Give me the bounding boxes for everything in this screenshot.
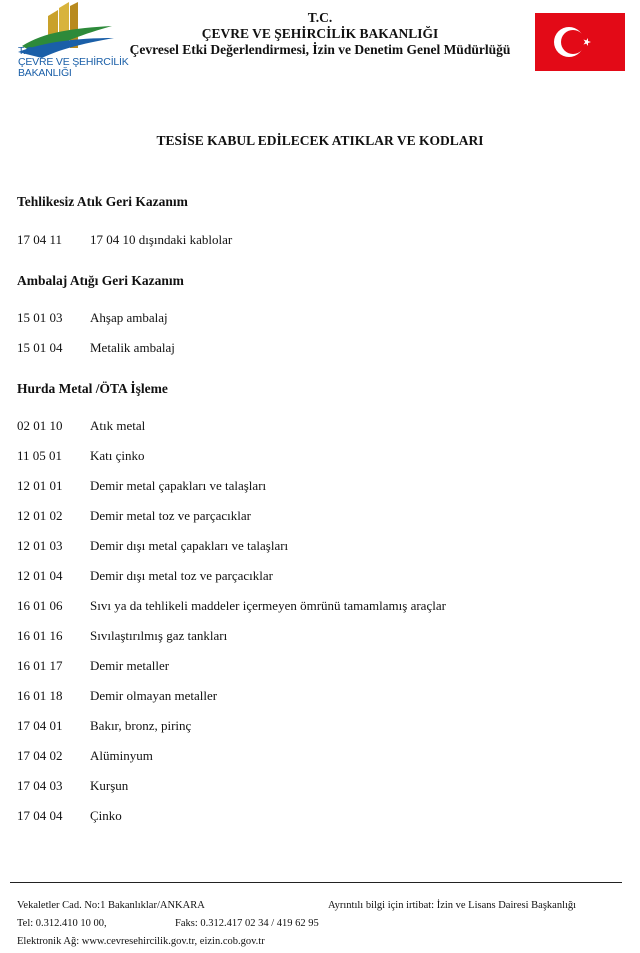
waste-code: 02 01 10 (17, 418, 63, 433)
section-title-ambalaj: Ambalaj Atığı Geri Kazanım (17, 273, 184, 288)
waste-description: 17 04 10 dışındaki kablolar (90, 232, 233, 247)
waste-code: 17 04 04 (17, 808, 63, 823)
waste-description: Kurşun (90, 778, 129, 793)
header-directorate: Çevresel Etki Değerlendirmesi, İzin ve Denetim Genel Müdürlüğü (129, 42, 511, 57)
waste-description: Demir metal çapakları ve talaşları (90, 478, 267, 493)
waste-description: Ahşap ambalaj (90, 310, 168, 325)
header-ministry: ÇEVRE VE ŞEHİRCİLİK BAKANLIĞI (201, 26, 439, 41)
turkish-flag-icon (535, 13, 625, 71)
waste-description: Metalik ambalaj (90, 340, 175, 355)
logo-text-ministry: ÇEVRE VE ŞEHİRCİLİK (18, 56, 129, 68)
waste-code: 16 01 17 (17, 658, 63, 673)
waste-code: 17 04 03 (17, 778, 63, 793)
section-title-hurda-metal: Hurda Metal /ÖTA İşleme (17, 381, 168, 396)
waste-description: Sıvılaştırılmış gaz tankları (90, 628, 228, 643)
footer-divider (10, 882, 622, 883)
waste-code: 17 04 02 (17, 748, 63, 763)
waste-code: 16 01 18 (17, 688, 63, 703)
footer-address: Vekaletler Cad. No:1 Bakanlıklar/ANKARA (17, 900, 205, 911)
waste-description: Bakır, bronz, pirinç (90, 718, 192, 733)
waste-code: 12 01 01 (17, 478, 63, 493)
waste-description: Demir olmayan metaller (90, 688, 218, 703)
waste-description: Demir dışı metal toz ve parçacıklar (90, 568, 274, 583)
waste-code: 12 01 04 (17, 568, 63, 583)
waste-code: 16 01 16 (17, 628, 63, 643)
waste-code: 15 01 03 (17, 310, 63, 325)
waste-code: 17 04 01 (17, 718, 63, 733)
logo-text-tc: T.C. (18, 45, 36, 57)
waste-code: 16 01 06 (17, 598, 63, 613)
waste-description: Demir metal toz ve parçacıklar (90, 508, 251, 523)
footer-fax: Faks: 0.312.417 02 34 / 419 62 95 (175, 918, 319, 929)
footer-info: Ayrıntılı bilgi için irtibat: İzin ve Lisans Dairesi Başkanlığı (328, 900, 577, 911)
waste-description: Çinko (90, 808, 122, 823)
waste-description: Demir metaller (90, 658, 170, 673)
waste-description: Sıvı ya da tehlikeli maddeler içermeyen ömrünü tamamlamış araçlar (90, 598, 446, 613)
waste-description: Alüminyum (90, 748, 153, 763)
waste-code: 11 05 01 (17, 448, 63, 463)
waste-code: 17 04 11 (17, 232, 63, 247)
header-title-block (100, 10, 540, 58)
header-tc: T.C. (307, 10, 333, 25)
waste-code: 12 01 02 (17, 508, 63, 523)
logo-text-bakanlik: BAKANLIĞI (18, 67, 72, 79)
footer-web: Elektronik Ağ: www.cevresehircilik.gov.tr, eizin.cob.gov.tr (17, 936, 265, 947)
waste-description: Demir dışı metal çapakları ve talaşları (90, 538, 289, 553)
section-title-tehlikesiz: Tehlikesiz Atık Geri Kazanım (17, 194, 188, 209)
footer-tel: Tel: 0.312.410 10 00, (17, 918, 107, 929)
waste-description: Katı çinko (90, 448, 145, 463)
page-header (0, 0, 640, 90)
document-title: TESİSE KABUL EDİLECEK ATIKLAR VE KODLARI (156, 133, 484, 148)
waste-description: Atık metal (90, 418, 146, 433)
waste-code: 12 01 03 (17, 538, 63, 553)
waste-code: 15 01 04 (17, 340, 63, 355)
